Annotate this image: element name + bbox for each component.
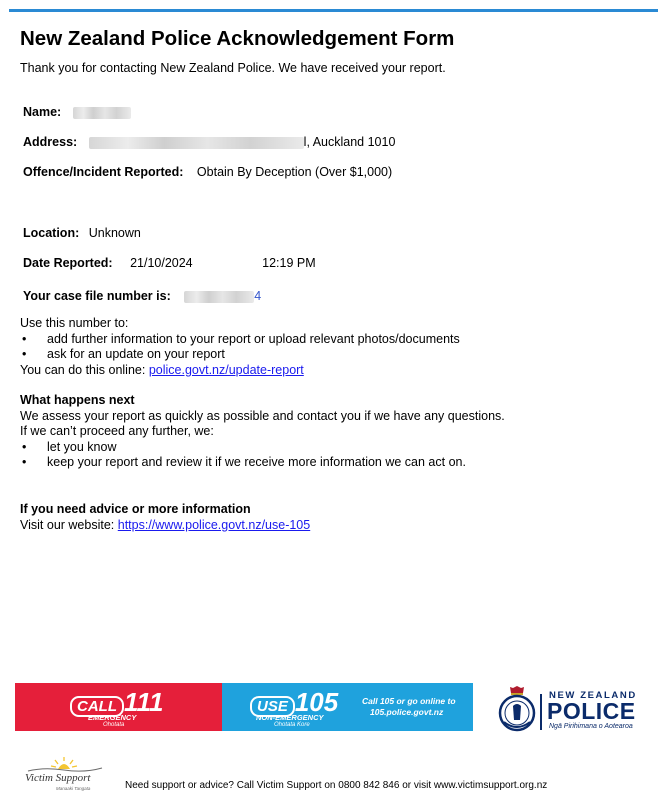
police-logo-top: NEW ZEALAND [549,690,637,701]
list-item: • ask for an update on your report [20,347,460,363]
top-divider [9,9,658,12]
police-logo-main: POLICE [547,698,636,724]
offence-field [23,165,392,179]
note-line: 105.police.govt.nz [370,707,444,717]
use-number: 105 [294,687,339,717]
advice-text: Visit our website: [20,517,115,532]
address-field [23,135,395,149]
case-value: 4 [254,289,262,303]
name-label: Name: [23,105,62,119]
case-number-field [23,289,261,303]
online-line [20,363,460,379]
footer-text: Need support or advice? Call Victim Support on 0800 842 846 or visit www.victimsupport.org.nz [125,780,548,791]
page-title: New Zealand Police Acknowledgement Form [20,27,455,50]
date-field [23,256,316,270]
use-sub2: Ohotata Kore [274,722,310,728]
what-next-heading: What happens next [20,393,135,407]
offence-value: Obtain By Deception (Over $1,000) [196,165,393,179]
location-field [23,226,141,240]
list-item: • keep your report and review it if we receive more information we can act on. [20,455,505,471]
use-105-panel [222,683,473,731]
note-line: Call 105 or go online to [362,696,456,706]
date-value: 21/10/2024 [130,256,193,270]
what-next-line: We assess your report as quickly as possible and contact you if we have any questions. [20,408,505,423]
police-logo-sub: Ngā Pirihimana o Aotearoa [549,723,633,730]
date-label: Date Reported: [23,256,113,270]
what-next-section [20,393,505,471]
emergency-banner [15,683,473,731]
call-label: CALL [70,696,124,717]
address-label: Address: [23,135,78,149]
list-item: • let you know [20,440,505,456]
name-field [23,105,131,119]
call-111-panel [15,683,222,731]
police-crest-icon [498,686,536,732]
location-label: Location: [23,226,80,240]
use-105-link[interactable]: https://www.police.govt.nz/use-105 [117,517,311,532]
time-value: 12:19 PM [262,256,316,270]
use-105-note [362,696,456,718]
call-sub2: Ohotata [103,722,125,728]
redacted-name [73,107,131,119]
what-next-line: If we can’t proceed any further, we: [20,424,214,438]
update-report-link[interactable]: police.govt.nz/update-report [148,362,304,377]
list-item: • add further information to your report or upload relevant photos/documents [20,332,460,348]
advice-section [20,502,310,533]
offence-label: Offence/Incident Reported: [23,165,184,179]
address-value: l, Auckland 1010 [303,135,396,149]
call-sub: EMERGENCY [88,713,137,722]
victim-support-logo-sub: Manaaki Tangata [56,786,91,791]
advice-line [20,518,310,534]
advice-heading: If you need advice or more information [20,502,251,516]
use-number-section [20,316,460,378]
online-text: You can do this online: [20,362,146,377]
redacted-case-number [184,291,254,303]
call-number: 111 [124,687,164,717]
use-number-intro: Use this number to: [20,316,129,330]
redacted-address [89,137,304,149]
victim-support-logo-name: Victim Support [25,772,91,784]
location-value: Unknown [88,226,141,240]
use-label: USE [250,696,295,717]
police-logo-divider [540,694,542,730]
use-sub: NON-EMERGENCY [256,713,324,722]
intro-text: Thank you for contacting New Zealand Police. We have received your report. [20,61,446,75]
case-label: Your case file number is: [23,289,171,303]
